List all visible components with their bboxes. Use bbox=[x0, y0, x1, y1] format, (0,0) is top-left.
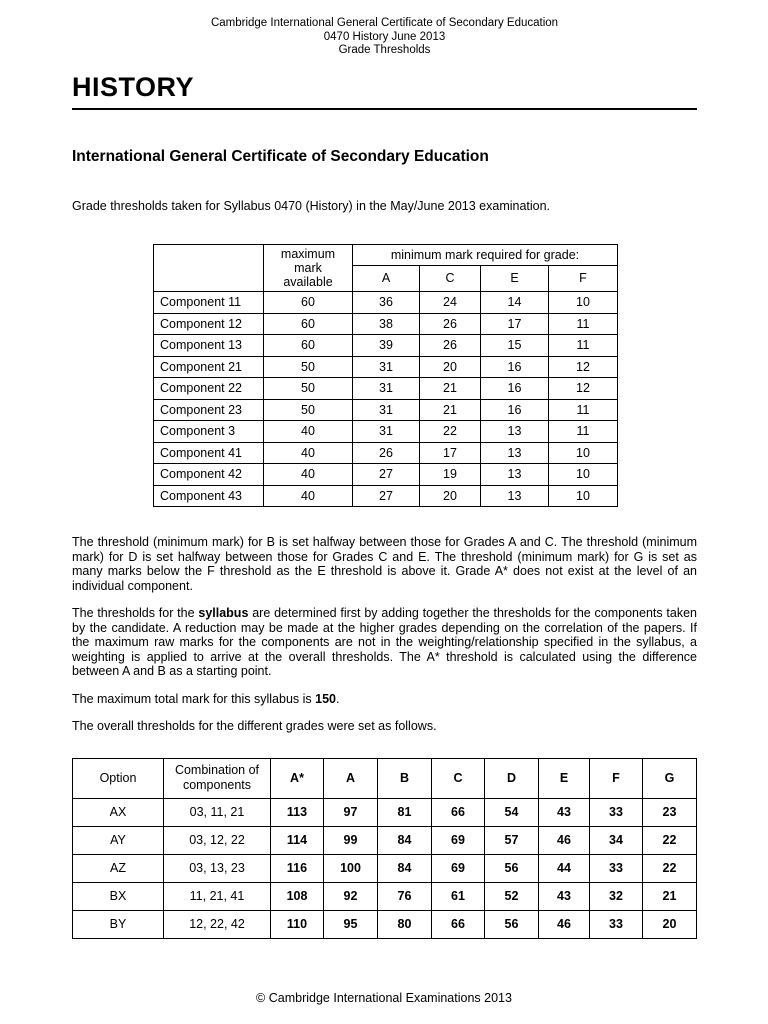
threshold-mark-value: 110 bbox=[271, 910, 324, 938]
table-row bbox=[154, 485, 618, 507]
threshold-mark-value: 76 bbox=[378, 882, 432, 910]
component-name: Component 3 bbox=[154, 421, 264, 443]
threshold-mark-value: 33 bbox=[590, 854, 643, 882]
grade-mark-value: 31 bbox=[353, 378, 420, 400]
grade-mark-value: 11 bbox=[549, 313, 618, 335]
table-row bbox=[154, 292, 618, 314]
threshold-mark-value: 116 bbox=[271, 854, 324, 882]
component-table-body bbox=[154, 292, 618, 507]
threshold-mark-value: 34 bbox=[590, 826, 643, 854]
grade-mark-value: 31 bbox=[353, 399, 420, 421]
threshold-mark-value: 33 bbox=[590, 798, 643, 826]
component-name: Component 13 bbox=[154, 335, 264, 357]
table-row bbox=[73, 854, 697, 882]
intro-paragraph: Grade thresholds taken for Syllabus 0470 (History) in the May/June 2013 examination. bbox=[72, 198, 551, 213]
threshold-mark-value: 114 bbox=[271, 826, 324, 854]
table-row bbox=[73, 798, 697, 826]
threshold-mark-value: 69 bbox=[432, 826, 485, 854]
text-segment: . bbox=[335, 691, 340, 706]
grade-column-header: C bbox=[420, 265, 481, 291]
grade-mark-value: 20 bbox=[420, 356, 481, 378]
table-row bbox=[154, 356, 618, 378]
component-name: Component 21 bbox=[154, 356, 264, 378]
grade-mark-value: 17 bbox=[481, 313, 549, 335]
threshold-mark-value: 95 bbox=[324, 910, 378, 938]
grade-mark-value: 27 bbox=[353, 485, 420, 507]
grade-mark-value: 31 bbox=[353, 421, 420, 443]
text-segment: The thresholds for the bbox=[72, 606, 199, 620]
copyright-footer: © Cambridge International Examinations 2013 bbox=[256, 991, 512, 1005]
overall-thresholds-intro-paragraph: The overall thresholds for the different grades were set as follows. bbox=[72, 719, 437, 733]
grade-mark-value: 16 bbox=[481, 356, 549, 378]
threshold-mark-value: 57 bbox=[485, 826, 539, 854]
grade-column-header: G bbox=[643, 758, 697, 798]
grade-mark-value: 10 bbox=[549, 464, 618, 486]
grade-mark-value: 16 bbox=[481, 378, 549, 400]
threshold-mark-value: 44 bbox=[539, 854, 590, 882]
max-total-mark-paragraph bbox=[72, 692, 697, 707]
empty-corner-cell bbox=[154, 245, 264, 292]
component-name: Component 12 bbox=[154, 313, 264, 335]
table-row bbox=[154, 442, 618, 464]
text-segment-bold: syllabus bbox=[198, 606, 249, 620]
threshold-mark-value: 92 bbox=[324, 882, 378, 910]
component-name: Component 42 bbox=[154, 464, 264, 486]
text-segment: The maximum total mark for this syllabus is bbox=[72, 691, 316, 706]
threshold-mark-value: 46 bbox=[539, 826, 590, 854]
threshold-mark-value: 23 bbox=[643, 798, 697, 826]
grade-mark-value: 17 bbox=[420, 442, 481, 464]
max-mark-value: 40 bbox=[264, 442, 353, 464]
component-combination: 03, 11, 21 bbox=[164, 798, 271, 826]
max-mark-value: 40 bbox=[264, 421, 353, 443]
grade-column-header: E bbox=[481, 265, 549, 291]
threshold-mark-value: 69 bbox=[432, 854, 485, 882]
grade-mark-value: 21 bbox=[420, 378, 481, 400]
grade-mark-value: 26 bbox=[420, 335, 481, 357]
grade-column-header: E bbox=[539, 758, 590, 798]
component-thresholds-table bbox=[153, 244, 618, 507]
table-row bbox=[154, 421, 618, 443]
grade-mark-value: 21 bbox=[420, 399, 481, 421]
threshold-mark-value: 22 bbox=[643, 854, 697, 882]
threshold-mark-value: 66 bbox=[432, 910, 485, 938]
grade-mark-value: 10 bbox=[549, 442, 618, 464]
threshold-mark-value: 81 bbox=[378, 798, 432, 826]
option-code: AY bbox=[73, 826, 164, 854]
threshold-mark-value: 113 bbox=[271, 798, 324, 826]
component-name: Component 43 bbox=[154, 485, 264, 507]
component-name: Component 11 bbox=[154, 292, 264, 314]
table-row bbox=[154, 313, 618, 335]
max-mark-value: 50 bbox=[264, 356, 353, 378]
threshold-mark-value: 43 bbox=[539, 882, 590, 910]
threshold-mark-value: 80 bbox=[378, 910, 432, 938]
max-mark-value: 40 bbox=[264, 464, 353, 486]
header-line-syllabus: 0470 History June 2013 bbox=[323, 30, 446, 43]
max-mark-value: 50 bbox=[264, 399, 353, 421]
component-combination: 12, 22, 42 bbox=[164, 910, 271, 938]
grade-mark-value: 13 bbox=[481, 421, 549, 443]
grade-mark-value: 13 bbox=[481, 485, 549, 507]
grade-mark-value: 24 bbox=[420, 292, 481, 314]
grade-column-header: F bbox=[590, 758, 643, 798]
threshold-mark-value: 84 bbox=[378, 826, 432, 854]
component-name: Component 41 bbox=[154, 442, 264, 464]
table-row bbox=[73, 826, 697, 854]
grade-mark-value: 13 bbox=[481, 464, 549, 486]
grade-mark-value: 26 bbox=[353, 442, 420, 464]
threshold-mark-value: 97 bbox=[324, 798, 378, 826]
option-column-header: Option bbox=[73, 758, 164, 798]
grade-column-header: B bbox=[378, 758, 432, 798]
grade-mark-value: 12 bbox=[549, 356, 618, 378]
grade-mark-value: 11 bbox=[549, 399, 618, 421]
overall-table-body bbox=[73, 798, 697, 938]
grade-column-header: A* bbox=[271, 758, 324, 798]
grade-mark-value: 10 bbox=[549, 292, 618, 314]
max-mark-value: 50 bbox=[264, 378, 353, 400]
threshold-mark-value: 52 bbox=[485, 882, 539, 910]
threshold-mark-value: 84 bbox=[378, 854, 432, 882]
text-segment-bold: 150 bbox=[315, 691, 336, 706]
grade-mark-value: 31 bbox=[353, 356, 420, 378]
grade-column-header: F bbox=[549, 265, 618, 291]
header-line-board: Cambridge International General Certificate of Secondary Education bbox=[210, 17, 559, 29]
page-title: HISTORY bbox=[72, 72, 697, 110]
threshold-mark-value: 100 bbox=[324, 854, 378, 882]
grade-column-header: A bbox=[324, 758, 378, 798]
threshold-mark-value: 61 bbox=[432, 882, 485, 910]
table-row bbox=[73, 882, 697, 910]
threshold-mark-value: 32 bbox=[590, 882, 643, 910]
grade-mark-value: 14 bbox=[481, 292, 549, 314]
table-row bbox=[154, 399, 618, 421]
grade-mark-value: 26 bbox=[420, 313, 481, 335]
explanatory-text bbox=[72, 535, 697, 734]
grade-column-header: A bbox=[353, 265, 420, 291]
grade-mark-value: 11 bbox=[549, 421, 618, 443]
grade-column-header: D bbox=[485, 758, 539, 798]
grade-mark-value: 27 bbox=[353, 464, 420, 486]
header-line-thresholds: Grade Thresholds bbox=[338, 44, 431, 56]
threshold-mark-value: 22 bbox=[643, 826, 697, 854]
grade-mark-value: 39 bbox=[353, 335, 420, 357]
document-header bbox=[72, 17, 697, 58]
grade-mark-value: 16 bbox=[481, 399, 549, 421]
component-name: Component 22 bbox=[154, 378, 264, 400]
grade-group-header: minimum mark required for grade: bbox=[353, 245, 618, 266]
threshold-mark-value: 46 bbox=[539, 910, 590, 938]
grade-mark-value: 11 bbox=[549, 335, 618, 357]
component-name: Component 23 bbox=[154, 399, 264, 421]
table-row bbox=[154, 378, 618, 400]
threshold-mark-value: 20 bbox=[643, 910, 697, 938]
page-subtitle: International General Certificate of Secondary Education bbox=[72, 147, 489, 165]
overall-table-header-row bbox=[73, 758, 697, 798]
max-mark-value: 60 bbox=[264, 313, 353, 335]
grade-mark-value: 36 bbox=[353, 292, 420, 314]
grade-mark-value: 15 bbox=[481, 335, 549, 357]
grade-mark-value: 20 bbox=[420, 485, 481, 507]
max-mark-value: 60 bbox=[264, 335, 353, 357]
grade-mark-value: 22 bbox=[420, 421, 481, 443]
option-code: BX bbox=[73, 882, 164, 910]
component-combination: 03, 12, 22 bbox=[164, 826, 271, 854]
table-row bbox=[73, 910, 697, 938]
threshold-mark-value: 21 bbox=[643, 882, 697, 910]
threshold-mark-value: 99 bbox=[324, 826, 378, 854]
threshold-mark-value: 66 bbox=[432, 798, 485, 826]
threshold-mark-value: 43 bbox=[539, 798, 590, 826]
syllabus-thresholds-paragraph bbox=[72, 606, 697, 679]
grade-mark-value: 19 bbox=[420, 464, 481, 486]
threshold-mark-value: 108 bbox=[271, 882, 324, 910]
text-segment: are determined first by adding together the thresholds for the components taken by the candidate. A reduction may be made at the higher grades depending on the correlation of the papers. If the maximum raw marks for the components are not in the weighting/relationship specified in the syllabus, a weighting is applied to arrive at the overall thresholds. The A* threshold is calculated using the difference between A and B as a starting point. bbox=[72, 606, 697, 678]
threshold-mark-value: 56 bbox=[485, 910, 539, 938]
table-row bbox=[154, 335, 618, 357]
threshold-mark-value: 33 bbox=[590, 910, 643, 938]
option-code: BY bbox=[73, 910, 164, 938]
overall-thresholds-table bbox=[72, 758, 697, 939]
max-mark-value: 40 bbox=[264, 485, 353, 507]
grade-mark-value: 38 bbox=[353, 313, 420, 335]
max-mark-header: maximum mark available bbox=[264, 245, 353, 292]
grade-mark-value: 10 bbox=[549, 485, 618, 507]
grade-mark-value: 13 bbox=[481, 442, 549, 464]
combination-column-header: Combination of components bbox=[164, 758, 271, 798]
option-code: AZ bbox=[73, 854, 164, 882]
grade-mark-value: 12 bbox=[549, 378, 618, 400]
component-combination: 03, 13, 23 bbox=[164, 854, 271, 882]
max-mark-value: 60 bbox=[264, 292, 353, 314]
grade-column-header: C bbox=[432, 758, 485, 798]
component-table-header-row-1 bbox=[154, 245, 618, 266]
threshold-mark-value: 56 bbox=[485, 854, 539, 882]
threshold-mark-value: 54 bbox=[485, 798, 539, 826]
table-row bbox=[154, 464, 618, 486]
threshold-rules-paragraph: The threshold (minimum mark) for B is set halfway between those for Grades A and C. The threshold (minimum mark) for D is set halfway between those for Grades C and E. The threshold (minimum mark) for G is set as many marks below the F threshold as the E threshold is above it. Grade A* does not exist at the level of an individual component. bbox=[72, 535, 697, 593]
option-code: AX bbox=[73, 798, 164, 826]
component-combination: 11, 21, 41 bbox=[164, 882, 271, 910]
